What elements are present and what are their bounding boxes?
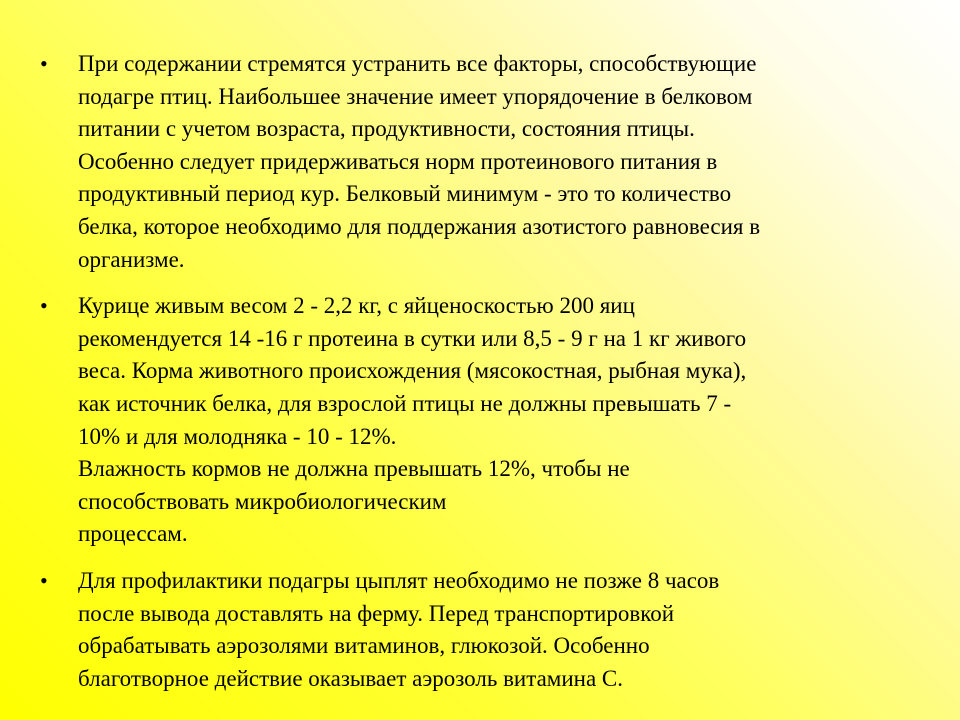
bullet-item-3 (40, 565, 900, 695)
text-line: благотворное действие оказывает аэрозоль витамина С. (78, 665, 624, 691)
text-line: организме. (78, 246, 185, 272)
text-line: продуктивный период кур. Белковый минимум - это то количество (78, 181, 732, 207)
text-line: после вывода доставлять на ферму. Перед транспортировкой (78, 600, 675, 626)
text-line: питании с учетом возраста, продуктивности, состояния птицы. (78, 116, 695, 142)
bullet-list (40, 48, 900, 709)
text-line: способствовать микробиологическим (78, 488, 447, 514)
bullet-dot-icon: • (40, 293, 48, 319)
text-line: Особенно следует придерживаться норм протеинового питания в (78, 148, 718, 174)
text-line: обрабатывать аэрозолями витаминов, глюкозой. Особенно (78, 633, 650, 659)
paragraph-text (78, 48, 900, 276)
text-line: Курице живым весом 2 - 2,2 кг, с яйценоскостью 200 яиц (78, 293, 635, 319)
paragraph-text (78, 290, 900, 551)
text-line: 10% и для молодняка - 10 - 12%. (78, 423, 397, 449)
text-line: рекомендуется 14 -16 г протеина в сутки или 8,5 - 9 г на 1 кг живого (78, 325, 747, 351)
bullet-item-1 (40, 48, 900, 276)
paragraph-text (78, 565, 900, 695)
bullet-item-2 (40, 290, 900, 551)
text-line: белка, которое необходимо для поддержания азотистого равновесия в (78, 213, 761, 239)
text-line: Влажность кормов не должна превышать 12%, чтобы не (78, 456, 630, 482)
text-line: процессам. (78, 521, 188, 547)
text-line: веса. Корма животного происхождения (мясокостная, рыбная мука), (78, 358, 747, 384)
text-line: подагре птиц. Наибольшее значение имеет упорядочение в белковом (78, 83, 753, 109)
bullet-dot-icon: • (40, 51, 48, 76)
bullet-dot-icon: • (40, 567, 48, 593)
text-line: При содержании стремятся устранить все факторы, способствующие (78, 51, 757, 76)
text-line: Для профилактики подагры цыплят необходимо не позже 8 часов (78, 567, 720, 593)
text-line: как источник белка, для взрослой птицы не должны превышать 7 - (78, 390, 732, 416)
